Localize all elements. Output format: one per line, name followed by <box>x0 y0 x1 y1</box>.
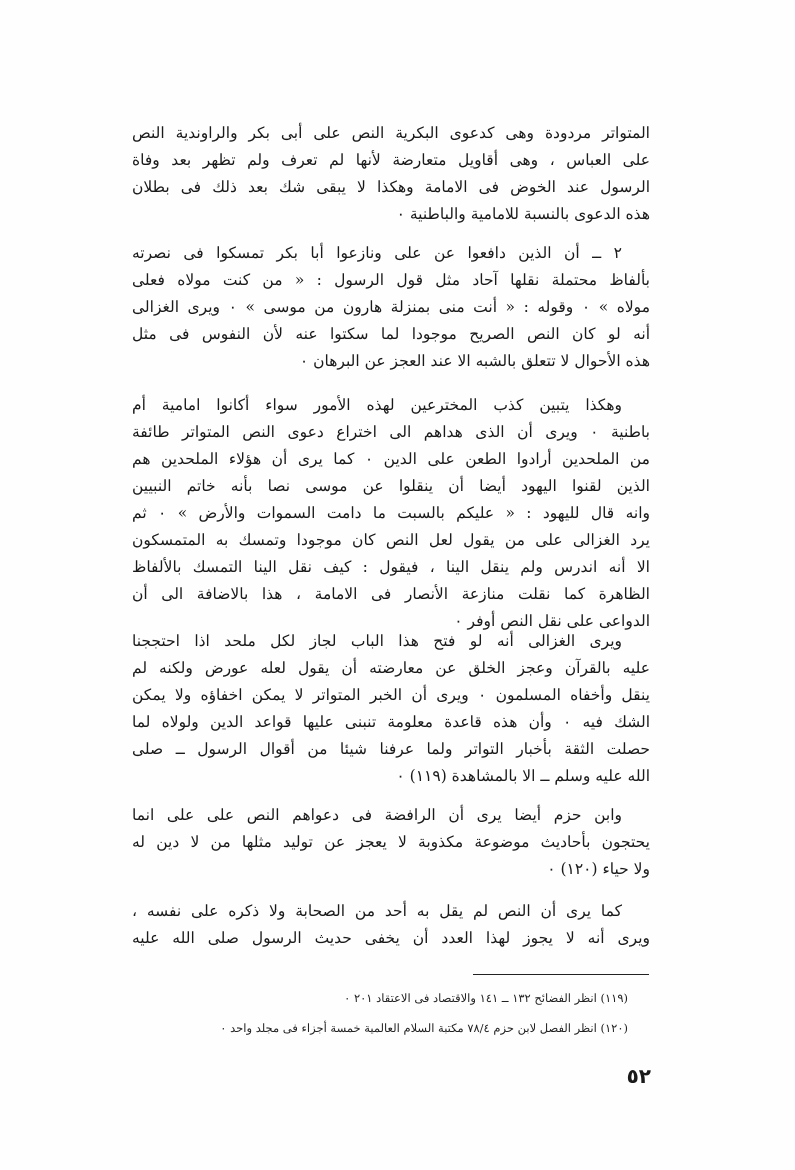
text-line: أنه لو كان النص الصريح موجودا لما سكتوا عنه لأن النفوس فى مثل <box>132 325 650 343</box>
footnote-119: (١١٩) انظر الفضائح ١٣٢ ــ ١٤١ والاقتصاد فى الاعتقاد ٢٠١ ٠ <box>344 991 628 1005</box>
text-line: ينقل وأخفاه المسلمون ٠ ويرى أن الخبر المتواتر لا يمكن اخفاؤه ولا يمكن <box>132 686 650 704</box>
text-line: الدواعى على نقل النص أوفر ٠ <box>454 612 650 630</box>
footnote-120: (١٢٠) انظر الفصل لابن حزم ٧٨/٤ مكتبة السلام العالمية خمسة أجزاء فى مجلد واحد ٠ <box>220 1021 628 1035</box>
text-line: كما يرى أن النص لم يقل به أحد من الصحابة ولا ذكره على نفسه ، <box>132 902 622 920</box>
text-line: هذه الدعوى بالنسبة للامامية والباطنية ٠ <box>396 205 650 223</box>
text-line: الذين لقنوا اليهود أيضا أن ينقلوا عن موسى نصا بأنه خاتم النبيين <box>132 477 650 495</box>
text-line: الا أنه اندرس ولم ينقل الينا ، فيقول : كيف نقل الينا التمسك بالألفاظ <box>132 558 650 576</box>
paragraph-6 <box>132 898 650 952</box>
text-line: يرد الغزالى على من يقول لعل النص كان موجودا وتمسك به المتمسكون <box>132 531 650 549</box>
paragraph-3 <box>132 392 650 635</box>
text-line: هذه الأحوال لا تتعلق بالشبه الا عند العجز عن البرهان ٠ <box>299 352 650 370</box>
text-line: ولا حياء (١٢٠) ٠ <box>547 860 650 878</box>
text-line: يحتجون بأحاديث موضوعة مكذوبة لا يعجز عن توليد مثلها من لا دين له <box>132 833 650 851</box>
page-number: ٥٢ <box>626 1064 651 1088</box>
text-line: ويرى الغزالى أنه لو فتح هذا الباب لجاز لكل ملحد اذا احتججنا <box>132 632 622 650</box>
footnote-separator <box>473 974 649 975</box>
text-line: حصلت الثقة بأخبار التواتر ولما عرفنا شيئا من أقوال الرسول ــ صلى <box>132 740 650 758</box>
text-line: باطنية ٠ ويرى أن الذى هداهم الى اختراع دعوى النص المتواتر طائفة <box>132 423 650 441</box>
text-line: ويرى أنه لا يجوز لهذا العدد أن يخفى حديث الرسول صلى الله عليه <box>132 929 650 947</box>
text-line: على العباس ، وهى أقاويل متعارضة لأنها لم تعرف ولم تظهر بعد وفاة <box>132 151 650 169</box>
text-line: الرسول عند الخوض فى الامامة وهكذا لا يبقى شك بعد ذلك فى بطلان <box>132 178 650 196</box>
text-line: وابن حزم أيضا يرى أن الرافضة فى دعواهم النص على على انما <box>132 806 622 824</box>
text-line: بألفاظ محتملة نقلها آحاد مثل قول الرسول : « من كنت مولاه فعلى <box>132 271 650 289</box>
paragraph-2 <box>132 240 650 375</box>
text-line: الظاهرة كما نقلت منازعة الأنصار فى الامامة ، هذا بالاضافة الى أن <box>132 585 650 603</box>
paragraph-1 <box>132 120 650 228</box>
paragraph-4 <box>132 628 650 790</box>
paragraph-5 <box>132 802 650 883</box>
text-line: المتواتر مردودة وهى كدعوى البكرية النص على أبى بكر والراوندية النص <box>132 124 650 142</box>
text-line: من الملحدين أرادوا الطعن على الدين ٠ كما يرى أن هؤلاء الملحدين هم <box>132 450 650 468</box>
text-line: وانه قال لليهود : « عليكم بالسبت ما دامت السموات والأرض » ٠ ثم <box>132 504 650 522</box>
text-line: ٢ ــ أن الذين دافعوا عن على ونازعوا أبا بكر تمسكوا فى نصرته <box>132 244 622 262</box>
text-line: مولاه » ٠ وقوله : « أنت منى بمنزلة هارون من موسى » ٠ ويرى الغزالى <box>132 298 650 316</box>
text-line: وهكذا يتبين كذب المخترعين لهذه الأمور سواء أكانوا امامية أم <box>132 396 622 414</box>
text-line: عليه بالقرآن وعجز الخلق عن معارضته أن يقول لعله عورض ولكنه لم <box>132 659 650 677</box>
text-line: الشك فيه ٠ وأن هذه قاعدة معلومة تنبنى عليها قواعد الدين ولولاه لما <box>132 713 650 731</box>
text-line: الله عليه وسلم ــ الا بالمشاهدة (١١٩) ٠ <box>396 767 650 785</box>
